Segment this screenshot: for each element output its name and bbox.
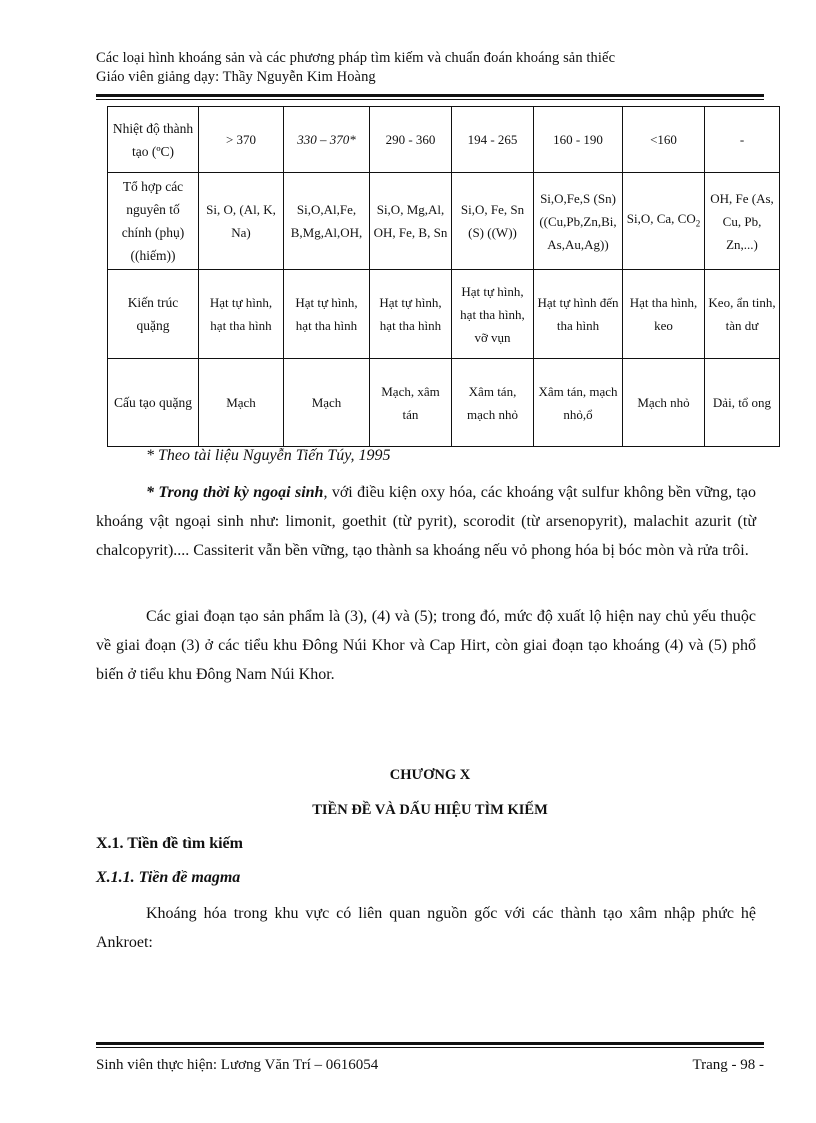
table-cell: Hạt tự hình, hạt tha hình bbox=[284, 270, 370, 359]
page-footer bbox=[96, 1057, 764, 1074]
table-cell: Si,O, Mg,Al, OH, Fe, B, Sn bbox=[370, 173, 452, 270]
table-cell: - bbox=[705, 107, 780, 173]
table-cell: Hạt tha hình, keo bbox=[623, 270, 705, 359]
table-row bbox=[108, 173, 780, 270]
table-cell: Hạt tự hình đến tha hình bbox=[534, 270, 623, 359]
footer-author: Sinh viên thực hiện: Lương Văn Trí – 0616054 bbox=[96, 1057, 379, 1073]
row-label: Nhiệt độ thành tạo (ºC) bbox=[108, 107, 199, 173]
table-cell: Hạt tự hình, hạt tha hình bbox=[370, 270, 452, 359]
row-label: Kiến trúc quặng bbox=[108, 270, 199, 359]
table-row bbox=[108, 270, 780, 359]
table-cell: Si,O,Al,Fe, B,Mg,Al,OH, bbox=[284, 173, 370, 270]
table-cell: Si,O,Fe,S (Sn) ((Cu,Pb,Zn,Bi, As,Au,Ag)) bbox=[534, 173, 623, 270]
paragraph-body: , với điều kiện oxy hóa, các khoáng vật sulfur không bền vững, tạo khoáng vật ngoại sinh như: limonit, goethit (từ pyrit), scorodit (từ arsenopyrit), malachit azurit (từ chalcopyrit).... Cassiterit vẫn bền vững, tạo thành sa khoáng nếu vỏ phong hóa bị bóc mòn và rửa trôi. bbox=[96, 484, 757, 559]
table-cell: Dải, tổ ong bbox=[705, 359, 780, 447]
table-cell: 290 - 360 bbox=[370, 107, 452, 173]
table-row bbox=[108, 359, 780, 447]
subscript: 2 bbox=[695, 218, 701, 229]
table-cell: > 370 bbox=[199, 107, 284, 173]
page-header bbox=[96, 49, 776, 87]
header-teacher: Giáo viên giảng dạy: Thầy Nguyễn Kim Hoàng bbox=[96, 69, 376, 85]
table-cell: OH, Fe (As, Cu, Pb, Zn,...) bbox=[705, 173, 780, 270]
chapter-number: CHƯƠNG X bbox=[389, 767, 471, 783]
table-cell: Xâm tán, mạch nhỏ,ổ bbox=[534, 359, 623, 447]
section-heading: X.1. Tiền đề tìm kiếm bbox=[96, 835, 243, 852]
chapter-title: TIỀN ĐỀ VÀ DẤU HIỆU TÌM KIẾM bbox=[312, 802, 548, 818]
cell-text: Si,O, Ca, CO bbox=[626, 210, 696, 226]
paragraph-body: Khoáng hóa trong khu vực có liên quan nguồn gốc với các thành tạo xâm nhập phức hệ Ankroet: bbox=[96, 905, 756, 951]
table-cell: Mạch, xâm tán bbox=[370, 359, 452, 447]
paragraph-supergene bbox=[96, 478, 756, 565]
table-cell: Keo, ẩn tinh, tàn dư bbox=[705, 270, 780, 359]
table-cell: Mạch bbox=[199, 359, 284, 447]
paragraph-lead: * Trong thời kỳ ngoại sinh bbox=[146, 484, 324, 501]
mineralization-table bbox=[107, 106, 780, 447]
table-cell: 330 – 370* bbox=[284, 107, 370, 173]
table-source-note: * Theo tài liệu Nguyễn Tiến Túy, 1995 bbox=[146, 447, 391, 464]
table-cell: Si, O, (Al, K, Na) bbox=[199, 173, 284, 270]
table-cell: Si,O, Fe, Sn (S) ((W)) bbox=[452, 173, 534, 270]
table-cell: Mạch nhỏ bbox=[623, 359, 705, 447]
table-cell: Xâm tán, mạch nhỏ bbox=[452, 359, 534, 447]
table-cell: Mạch bbox=[284, 359, 370, 447]
table-cell: 160 - 190 bbox=[534, 107, 623, 173]
paragraph-body: Các giai đoạn tạo sản phẩm là (3), (4) và (5); trong đó, mức độ xuất lộ hiện nay chủ yếu thuộc về giai đoạn (3) ở các tiểu khu Đông Núi Khor và Cap Hirt, còn giai đoạn tạo khoáng (4) và (5) phổ biến ở tiểu khu Đông Nam Núi Khor. bbox=[96, 608, 756, 683]
table-cell: Hạt tự hình, hạt tha hình bbox=[199, 270, 284, 359]
table-cell: Hạt tự hình, hạt tha hình, vỡ vụn bbox=[452, 270, 534, 359]
footer-rule bbox=[96, 1042, 764, 1048]
paragraph-stages bbox=[96, 602, 756, 689]
header-rule bbox=[96, 94, 764, 100]
table-cell bbox=[623, 173, 705, 270]
subsection-heading: X.1.1. Tiền đề magma bbox=[96, 869, 241, 886]
table-cell: <160 bbox=[623, 107, 705, 173]
row-label: Cấu tạo quặng bbox=[108, 359, 199, 447]
paragraph-magma bbox=[96, 899, 756, 957]
row-label: Tổ hợp các nguyên tố chính (phụ) ((hiếm)) bbox=[108, 173, 199, 270]
page-number: Trang - 98 - bbox=[692, 1057, 764, 1073]
header-title: Các loại hình khoáng sản và các phương pháp tìm kiếm và chuẩn đoán khoáng sản thiếc bbox=[96, 50, 616, 66]
table-row bbox=[108, 107, 780, 173]
table-cell: 194 - 265 bbox=[452, 107, 534, 173]
